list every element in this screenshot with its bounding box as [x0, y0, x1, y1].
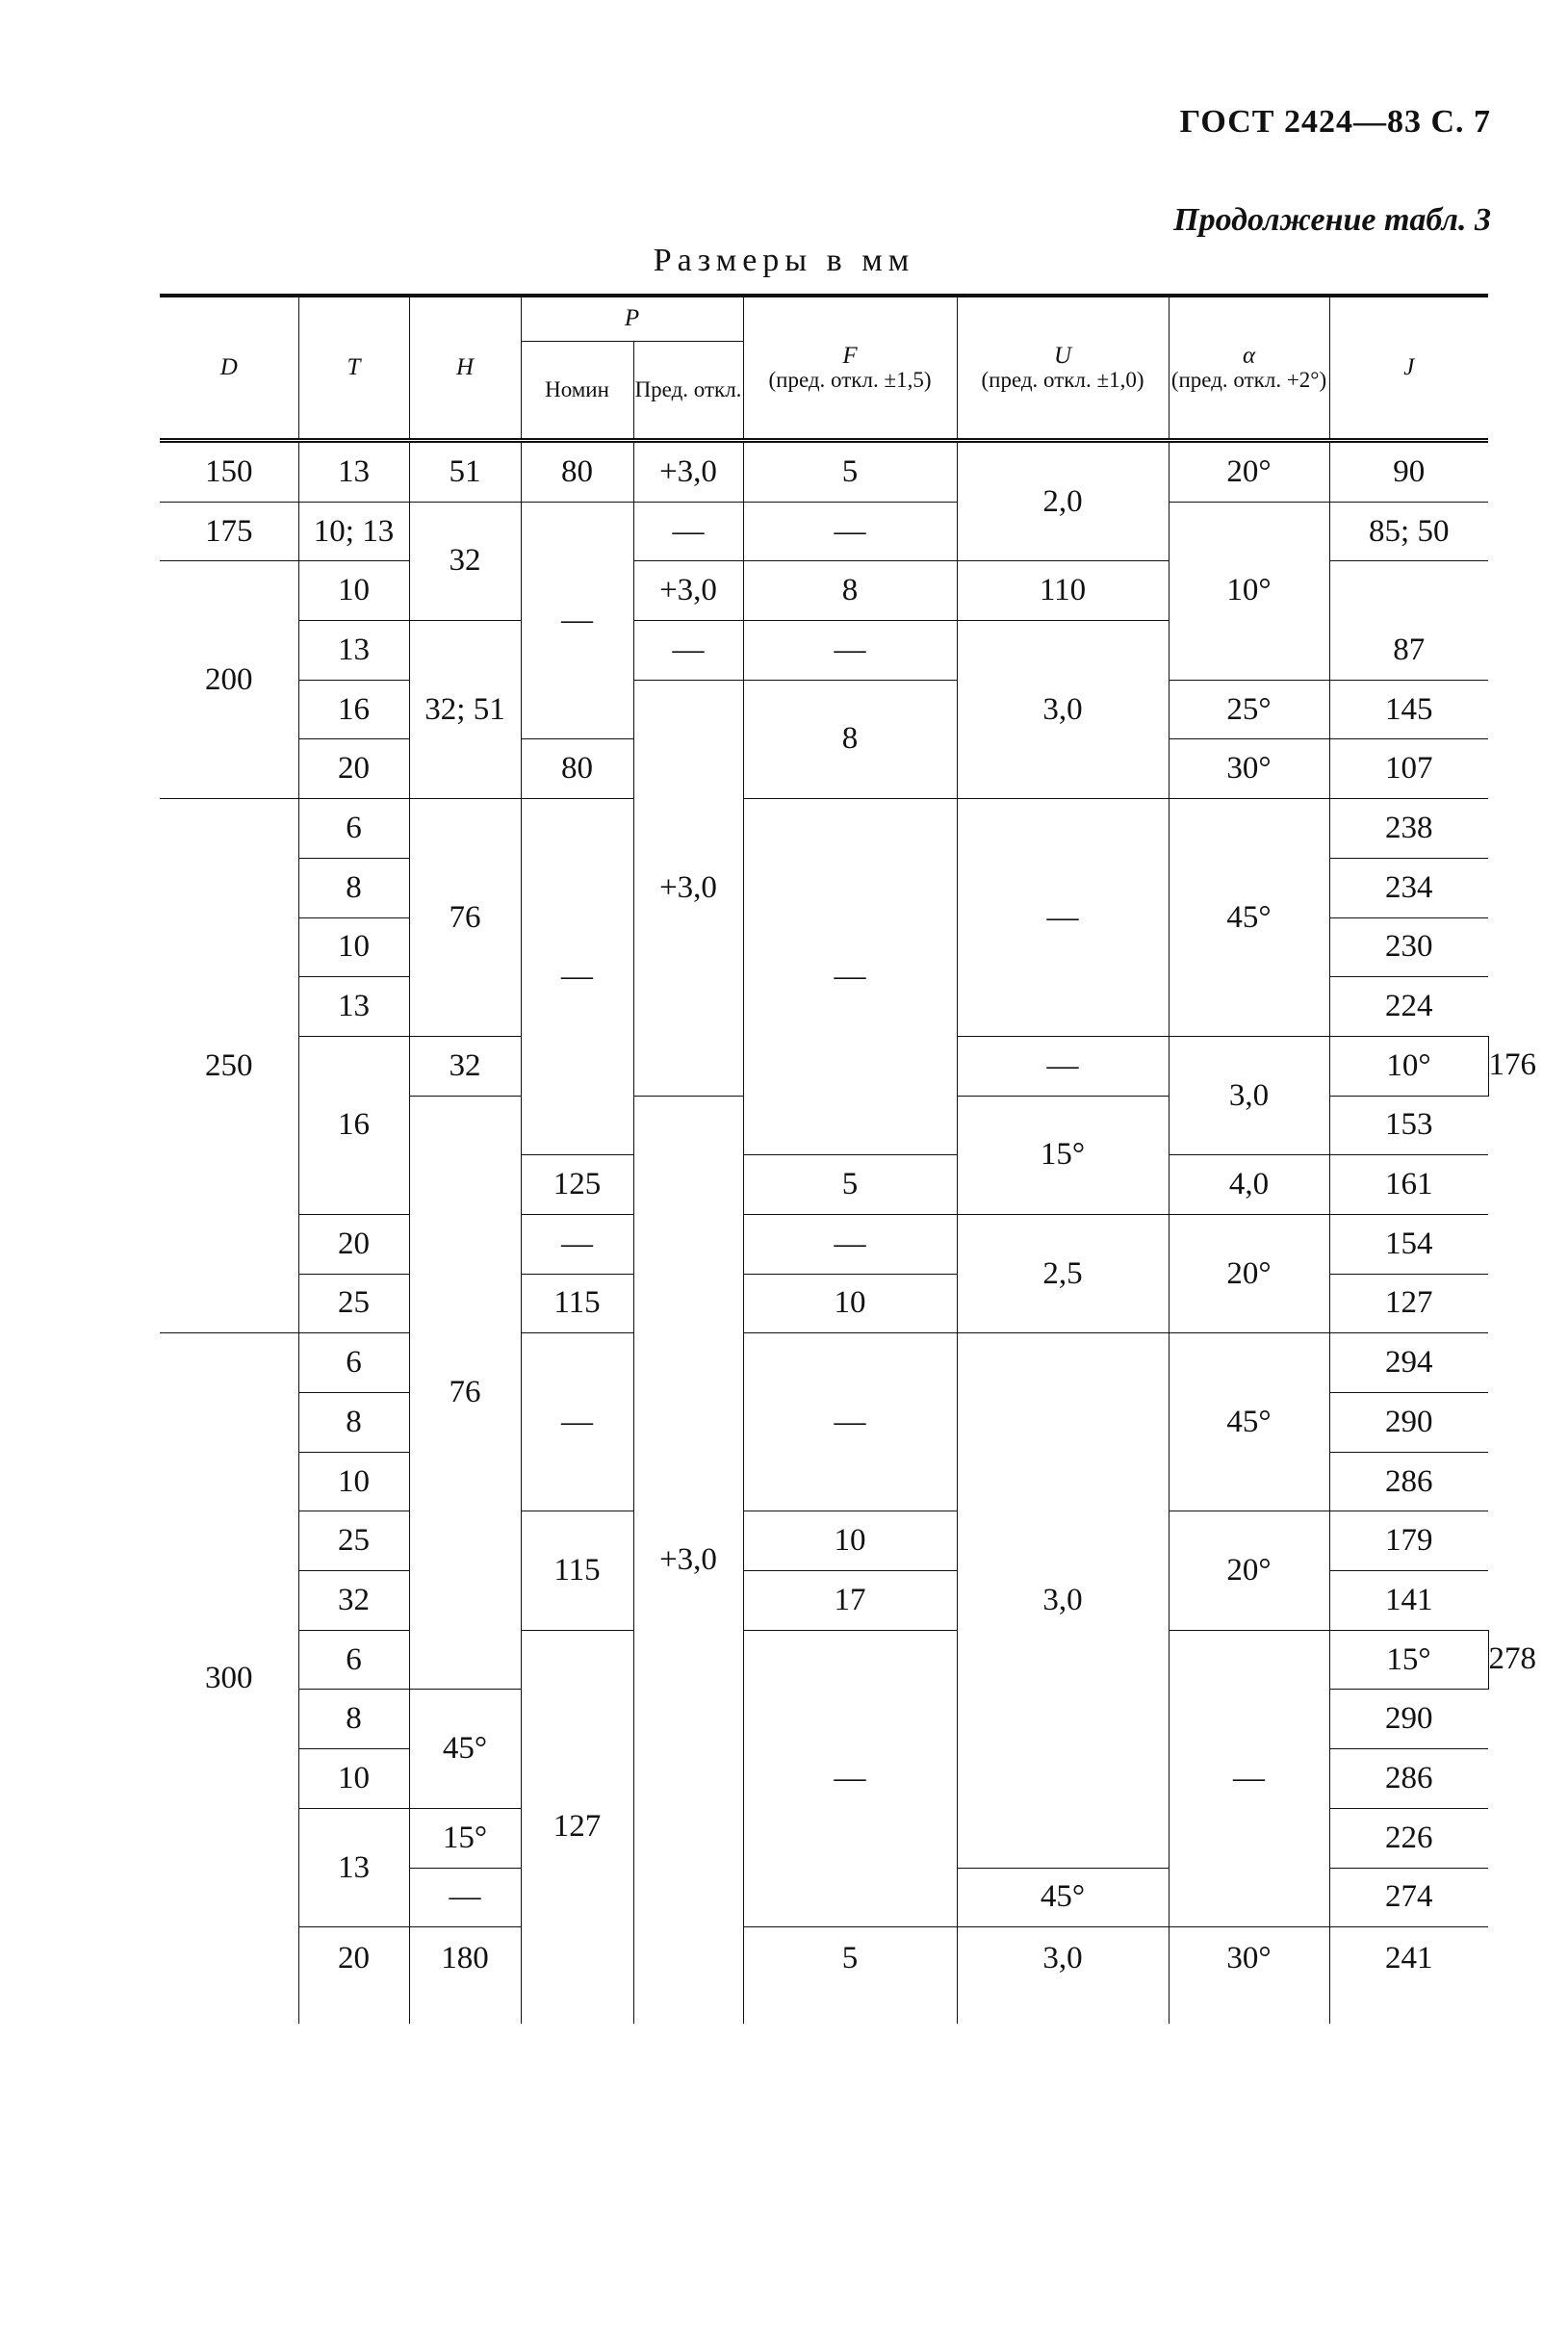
cell-t: 13	[298, 441, 409, 503]
cell-j: 294	[1329, 1333, 1488, 1393]
col-header-p-tolerance: Пред. откл.	[633, 342, 743, 441]
cell-f: —	[743, 502, 957, 561]
col-header-alpha: α (пред. откл. +2°)	[1169, 296, 1329, 441]
cell-j: 161	[1329, 1155, 1488, 1215]
cell-j: 145	[1329, 680, 1488, 739]
cell-f: 8	[743, 561, 957, 621]
cell-j: 127	[1329, 1274, 1488, 1333]
cell-f: 17	[743, 1571, 957, 1631]
cell-p-tol: +3,0	[633, 441, 743, 503]
cell-p-nom: 125	[521, 1155, 633, 1215]
cell-p-tol: +3,0	[633, 680, 743, 1096]
table-row	[160, 680, 1488, 739]
cell-t: 13	[298, 1808, 409, 1926]
cell-t: 10	[298, 1452, 409, 1511]
cell-alpha: 20°	[1169, 441, 1329, 503]
cell-j: 234	[1329, 858, 1488, 917]
cell-j: 153	[1329, 1096, 1488, 1155]
cell-d: 150	[160, 441, 298, 503]
cell-u: 4,0	[1169, 1155, 1329, 1215]
cell-t: 25	[298, 1274, 409, 1333]
cell-alpha: 20°	[1169, 1511, 1329, 1630]
cell-j: 238	[1329, 799, 1488, 859]
cell-p-nom: —	[521, 502, 633, 739]
cell-h: 127	[521, 1630, 633, 2023]
cell-h: 76	[409, 1096, 521, 1690]
cell-p-tol: —	[633, 621, 743, 681]
cell-j: 286	[1329, 1452, 1488, 1511]
table-row	[160, 441, 1488, 503]
cell-alpha: 45°	[1169, 1333, 1329, 1511]
cell-j: 241	[1329, 1927, 1488, 2024]
cell-t: 20	[298, 1214, 409, 1274]
table-continuation-caption: Продолжение табл. 3	[1173, 202, 1491, 238]
cell-f: —	[743, 799, 957, 1155]
cell-j: 230	[1329, 917, 1488, 977]
cell-u: —	[957, 799, 1169, 1037]
cell-h: 32	[409, 502, 521, 620]
col-header-t: T	[298, 296, 409, 441]
cell-f: —	[743, 621, 957, 681]
cell-p-nom: —	[743, 1630, 957, 1926]
col-header-h: H	[409, 296, 521, 441]
cell-u: 3,0	[1169, 1036, 1329, 1154]
cell-j: 290	[1329, 1690, 1488, 1749]
cell-j: 154	[1329, 1214, 1488, 1274]
cell-h: 32	[409, 1036, 521, 1096]
cell-alpha: 20°	[1169, 1214, 1329, 1332]
table-row	[160, 1511, 1488, 1571]
cell-j: 226	[1329, 1808, 1488, 1868]
cell-u: 2,5	[957, 1214, 1169, 1332]
cell-u: 3,0	[957, 621, 1169, 799]
cell-j: 87	[1329, 621, 1488, 681]
cell-p-nom: —	[521, 799, 633, 1155]
cell-alpha: 10°	[1169, 502, 1329, 680]
cell-p-nom: —	[521, 1214, 633, 1274]
units-caption: Размеры в мм	[653, 243, 915, 278]
cell-j: 85; 50	[1329, 502, 1488, 561]
cell-alpha: 15°	[409, 1808, 521, 1868]
cell-f: —	[743, 1333, 957, 1511]
cell-d: 300	[160, 1333, 298, 2024]
cell-p-tol: —	[633, 502, 743, 561]
cell-u: —	[409, 1868, 521, 1927]
col-header-p: P	[521, 296, 743, 342]
table-row	[160, 1333, 1488, 1393]
table-row	[160, 502, 1488, 561]
cell-t: 16	[298, 680, 409, 739]
cell-t: 10	[298, 1749, 409, 1809]
cell-u: 3,0	[957, 1927, 1169, 2024]
cell-j: 290	[1329, 1393, 1488, 1453]
cell-p-nom: 115	[521, 1511, 633, 1630]
table-row	[160, 1927, 1488, 2024]
cell-t: 20	[298, 1927, 409, 2024]
cell-d: 175	[160, 502, 298, 561]
cell-p-tol: +3,0	[633, 1096, 743, 2024]
cell-d: 250	[160, 799, 298, 1333]
cell-t: 25	[298, 1511, 409, 1571]
col-header-p-nominal: Номин	[521, 342, 633, 441]
cell-t: 10; 13	[298, 502, 409, 561]
cell-p-nom: 80	[521, 441, 633, 503]
col-header-u: U (пред. откл. ±1,0)	[957, 296, 1169, 441]
cell-u: 2,0	[957, 441, 1169, 561]
cell-p-nom: 180	[409, 1927, 521, 2024]
cell-f: 8	[743, 680, 957, 798]
cell-p-nom: —	[521, 1333, 633, 1511]
dimensions-table-container	[160, 294, 1536, 2024]
cell-p-nom: 80	[521, 739, 633, 799]
cell-alpha: 25°	[1169, 680, 1329, 739]
cell-f: 5	[743, 441, 957, 503]
cell-t: 6	[298, 799, 409, 859]
cell-t: 20	[298, 739, 409, 799]
cell-f: 10	[743, 1274, 957, 1333]
cell-j: 286	[1329, 1749, 1488, 1809]
cell-p-nom: 115	[521, 1274, 633, 1333]
cell-d: 200	[160, 561, 298, 799]
cell-f: 10	[743, 1511, 957, 1571]
cell-t: 8	[298, 1690, 409, 1749]
cell-alpha: 30°	[1169, 739, 1329, 799]
cell-t: 13	[298, 621, 409, 681]
table-row: 16 32 — 3,0 10° 176	[160, 1036, 1488, 1096]
cell-j: 107	[1329, 739, 1488, 799]
cell-p-tol: +3,0	[633, 561, 743, 621]
cell-t: 32	[298, 1571, 409, 1631]
cell-t: 8	[298, 1393, 409, 1453]
cell-j: 179	[1329, 1511, 1488, 1571]
dimensions-table	[160, 294, 1536, 2024]
cell-h: 51	[409, 441, 521, 503]
cell-alpha: 10°	[1329, 1036, 1488, 1096]
cell-f: 5	[743, 1927, 957, 2024]
cell-j: 141	[1329, 1571, 1488, 1631]
cell-alpha: 15°	[957, 1096, 1169, 1214]
cell-t: 6	[298, 1333, 409, 1393]
cell-f: —	[743, 1214, 957, 1274]
table-row	[160, 1214, 1488, 1274]
table-row: 6 127 — — 15° 278	[160, 1630, 1488, 1690]
cell-t: 8	[298, 858, 409, 917]
cell-t: 13	[298, 977, 409, 1037]
cell-t: 10	[298, 561, 409, 621]
cell-j: 110	[957, 561, 1169, 621]
cell-t: 16	[298, 1036, 409, 1214]
cell-f: —	[1169, 1630, 1329, 1926]
cell-t: 10	[298, 917, 409, 977]
cell-h: 76	[409, 799, 521, 1037]
cell-h: 32; 51	[409, 621, 521, 799]
cell-j: 224	[1329, 977, 1488, 1037]
cell-j: 90	[1329, 441, 1488, 503]
cell-alpha: 30°	[1169, 1927, 1329, 2024]
cell-j: 274	[1329, 1868, 1488, 1927]
col-header-j: J	[1329, 296, 1488, 441]
col-header-f: F (пред. откл. ±1,5)	[743, 296, 957, 441]
cell-alpha: 45°	[409, 1690, 521, 1808]
cell-f: 5	[743, 1155, 957, 1215]
cell-alpha: 15°	[1329, 1630, 1488, 1690]
cell-alpha: 45°	[1169, 799, 1329, 1037]
cell-p-tol: —	[957, 1036, 1169, 1096]
page-header: ГОСТ 2424—83 С. 7	[1179, 104, 1491, 140]
table-row	[160, 799, 1488, 859]
cell-alpha: 45°	[957, 1868, 1169, 1927]
cell-t: 6	[298, 1630, 409, 1690]
cell-u: 3,0	[957, 1333, 1169, 1868]
col-header-d: D	[160, 296, 298, 441]
